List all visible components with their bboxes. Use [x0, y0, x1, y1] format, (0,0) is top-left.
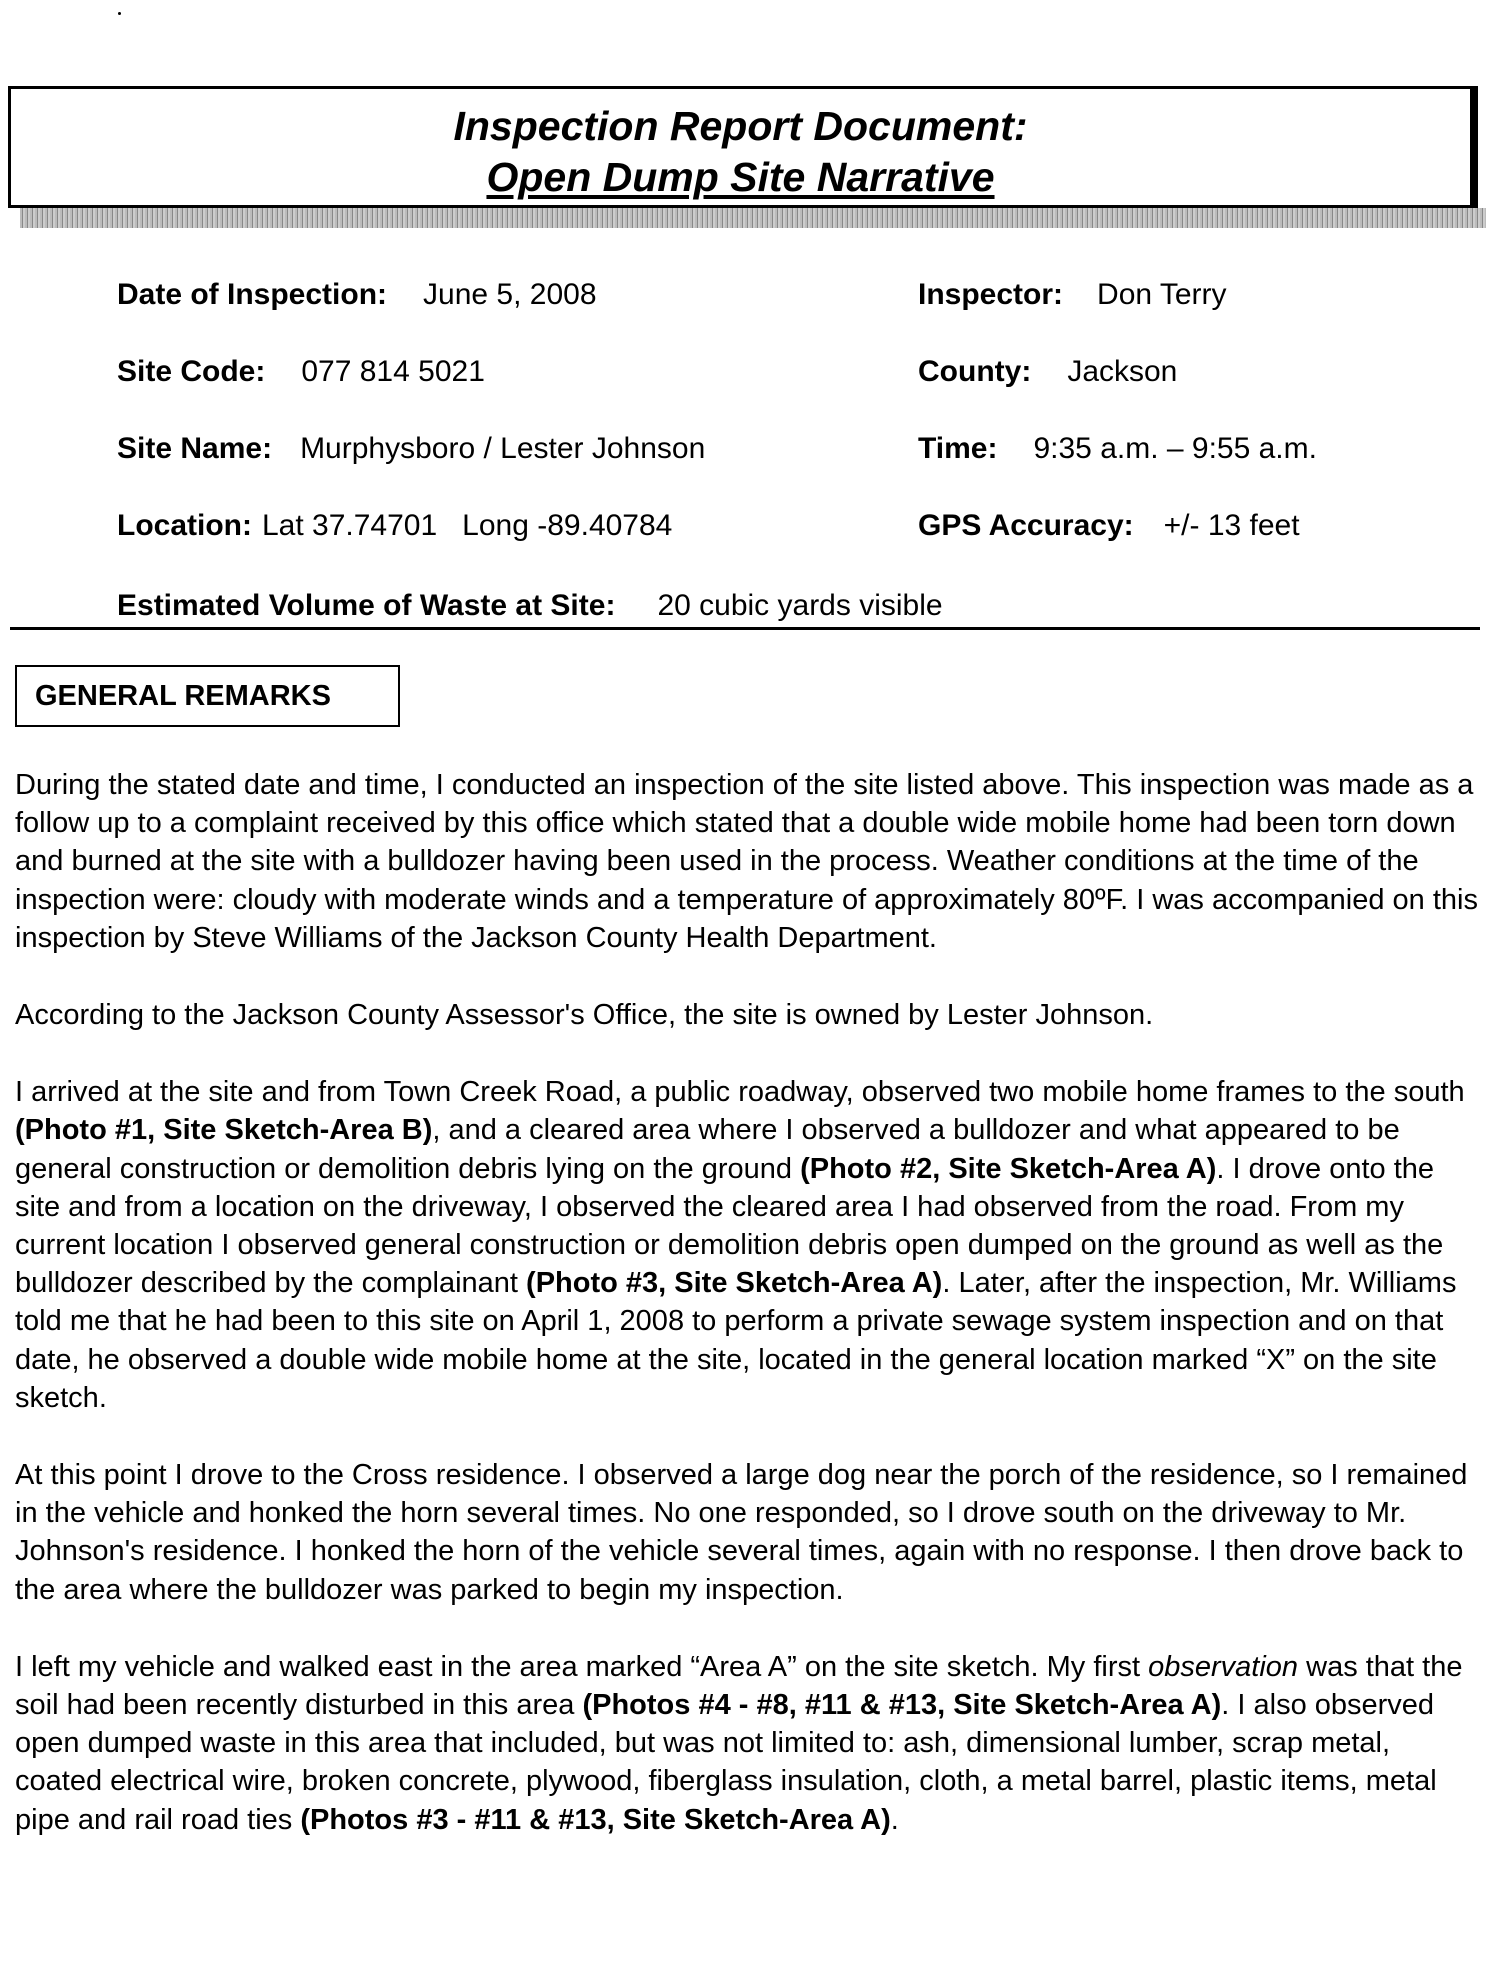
stray-mark	[118, 12, 121, 15]
paragraph-5	[15, 1648, 1485, 1839]
p3-text: . I drove onto the site and from a location on the driveway, I observed the cleared area I had observed from the road. From my current location I observed general construction or demolition debris open dumped on the ground as well as the bulldozer described by the complainant	[15, 1152, 1444, 1300]
paragraph-4: At this point I drove to the Cross residence. I observed a large dog near the porch of the residence, so I remained in the vehicle and honked the horn several times. No one responded, so I drove south on the driveway to Mr. Johnson's residence. I honked the horn of the vehicle several times, again with no response. I then drove back to the area where the bulldozer was parked to begin my inspection.	[15, 1459, 1468, 1606]
inspector-field	[918, 278, 1227, 312]
county-value: Jackson	[1067, 355, 1178, 388]
p3-text: I arrived at the site and from Town Creek Road, a public roadway, observed two mobile home frames to the south	[15, 1076, 1465, 1109]
photo-reference: (Photo #2, Site Sketch-Area A)	[800, 1152, 1217, 1185]
photo-reference: (Photo #3, Site Sketch-Area A)	[526, 1267, 943, 1300]
remarks-body	[15, 766, 1485, 1878]
p5-italic-text: observation	[1148, 1650, 1299, 1683]
p3-text: , and a cleared area where I observed a bulldozer and what appeared to be general construction or demolition debris lying on the ground	[15, 1114, 1400, 1185]
county-field	[918, 355, 1177, 389]
p5-text: I left my vehicle and walked east in the area marked “Area A” on the site sketch. My first	[15, 1650, 1149, 1683]
location-label: Location:	[117, 509, 252, 542]
location-value: Lat 37.74701 Long -89.40784	[262, 509, 673, 542]
gps-value: +/- 13 feet	[1163, 509, 1300, 542]
volume-field	[117, 589, 943, 623]
time-field	[918, 432, 1317, 466]
volume-value: 20 cubic yards visible	[657, 589, 943, 622]
site-code-field	[117, 355, 485, 389]
time-value: 9:35 a.m. – 9:55 a.m.	[1033, 432, 1317, 465]
date-label: Date of Inspection:	[117, 278, 388, 311]
document-title	[11, 89, 1470, 203]
p5-text: .	[890, 1803, 899, 1836]
site-name-field	[117, 432, 705, 466]
volume-label: Estimated Volume of Waste at Site:	[117, 589, 616, 622]
title-shadow	[20, 208, 1486, 228]
inspector-value: Don Terry	[1097, 278, 1227, 311]
p5-text: . I also observed open dumped waste in this area that included, but was not limited to: ash, dimensional lumber, scrap metal, coated electrical wire, broken concrete, plywood, fiberglass insulation, cloth, a metal barrel, plastic items, metal pipe and rail road ties	[15, 1689, 1437, 1836]
paragraph-1: During the stated date and time, I conducted an inspection of the site listed above. This inspection was made as a follow up to a complaint received by this office which stated that a double wide mobile home had been torn down and burned at the site with a bulldozer having been used in the process. Weather conditions at the time of the inspection were: cloudy with moderate winds and a temperature of approximately 80ºF. I was accompanied on this inspection by Steve Williams of the Jackson County Health Department.	[15, 769, 1478, 954]
county-label: County:	[918, 355, 1032, 388]
date-field	[117, 278, 597, 312]
site-code-label: Site Code:	[117, 355, 266, 388]
date-value: June 5, 2008	[423, 278, 597, 311]
title-line-2: Open Dump Site Narrative	[486, 154, 995, 200]
p3-text: . Later, after the inspection, Mr. Williams told me that he had been to this site on April 1, 2008 to perform a private sewage system inspection and on that date, he observed a double wide mobile home at the site, located in the general location marked “X” on the site sketch.	[15, 1267, 1457, 1414]
paragraph-3	[15, 1073, 1485, 1417]
photo-reference: (Photo #1, Site Sketch-Area B)	[15, 1114, 433, 1147]
p5-text: was that the soil had been recently disturbed in this area	[15, 1650, 1463, 1722]
inspector-label: Inspector:	[918, 278, 1064, 311]
title-line-1: Inspection Report Document:	[453, 103, 1028, 149]
title-box	[8, 86, 1478, 208]
site-name-label: Site Name:	[117, 432, 273, 465]
time-label: Time:	[918, 432, 998, 465]
site-name-value: Murphysboro / Lester Johnson	[300, 432, 706, 465]
gps-label: GPS Accuracy:	[918, 509, 1134, 542]
header-divider	[10, 627, 1480, 630]
location-field	[117, 509, 672, 543]
photo-reference: (Photos #3 - #11 & #13, Site Sketch-Area A)	[300, 1803, 891, 1836]
site-code-value: 077 814 5021	[301, 355, 485, 388]
photo-reference: (Photos #4 - #8, #11 & #13, Site Sketch-Area A)	[582, 1689, 1222, 1722]
paragraph-2: According to the Jackson County Assessor's Office, the site is owned by Lester Johnson.	[15, 999, 1154, 1032]
general-remarks-heading: GENERAL REMARKS	[15, 665, 400, 727]
gps-field	[918, 509, 1300, 543]
